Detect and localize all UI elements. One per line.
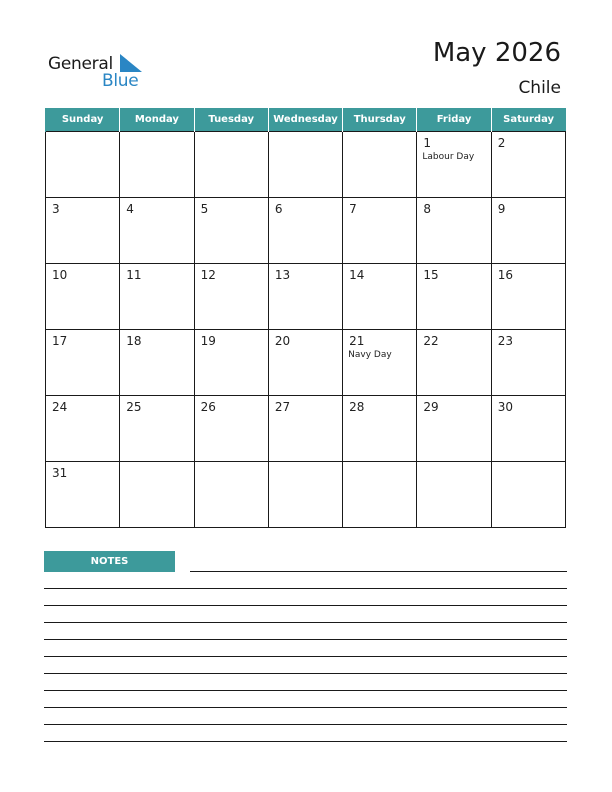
day-cell [46,264,120,330]
day-number: 19 [200,334,216,348]
day-number: 1 [423,136,432,150]
week-row [46,198,566,264]
day-cell [343,396,417,462]
notes-line [44,690,567,691]
notes-line [44,707,567,708]
day-number: 30 [497,400,513,414]
week-row [46,396,566,462]
day-cell [46,396,120,462]
day-number: 11 [126,268,142,282]
day-cell [46,198,120,264]
day-number: 15 [423,268,439,282]
day-cell [268,198,342,264]
day-number: 14 [349,268,365,282]
day-cell [491,198,565,264]
notes-header: NOTES [44,551,175,572]
day-cell [343,462,417,528]
month-year-title: May 2026 [432,38,561,68]
day-number: 26 [200,400,216,414]
general-blue-logo [48,52,148,92]
day-cell [120,264,194,330]
day-cell [268,330,342,396]
week-row [46,462,566,528]
day-cell [120,132,194,198]
day-cell [343,264,417,330]
day-cell [268,462,342,528]
day-number: 8 [423,202,432,216]
day-cell [343,330,417,396]
notes-line [44,724,567,725]
day-number: 9 [497,202,506,216]
country-label: Chile [518,78,561,98]
weekday-header: Sunday [46,108,120,132]
day-number: 7 [349,202,357,216]
day-cell [491,462,565,528]
day-cell [491,396,565,462]
day-cell [417,198,491,264]
day-cell [120,330,194,396]
day-cell [120,198,194,264]
day-cell [120,462,194,528]
day-number: 4 [126,202,134,216]
day-number: 16 [497,268,513,282]
day-number: 18 [126,334,142,348]
notes-line [44,605,567,606]
notes-line [44,656,567,657]
notes-line [190,571,567,572]
day-number: 20 [274,334,291,348]
day-cell [268,264,342,330]
day-cell [417,330,491,396]
day-number: 17 [52,334,68,348]
day-cell [417,264,491,330]
day-cell [268,396,342,462]
day-number: 27 [274,400,291,414]
weekday-header: Monday [120,108,194,132]
day-cell [417,132,491,198]
day-cell [120,396,194,462]
holiday-label: Labour Day [422,152,475,162]
week-row [46,264,566,330]
notes-line [44,673,567,674]
day-number: 12 [200,268,216,282]
day-cell [417,462,491,528]
day-number: 3 [52,202,60,216]
weekday-header: Tuesday [194,108,268,132]
day-number: 22 [423,334,439,348]
day-number: 13 [274,268,291,282]
day-cell [194,396,268,462]
week-row [46,132,566,198]
day-number: 6 [274,202,283,216]
day-cell [194,330,268,396]
day-cell [194,198,268,264]
day-cell [268,132,342,198]
logo-triangle-icon [120,54,142,72]
day-cell [194,462,268,528]
day-number: 31 [52,466,68,480]
weekday-header: Saturday [491,108,565,132]
logo-word-general: General [48,54,113,74]
week-row [46,330,566,396]
holiday-label: Navy Day [348,350,392,360]
day-cell [491,264,565,330]
weekday-header: Thursday [343,108,417,132]
day-number: 29 [423,400,439,414]
day-cell [46,330,120,396]
notes-line [44,639,567,640]
day-number: 23 [497,334,513,348]
day-number: 5 [200,202,209,216]
day-cell [417,396,491,462]
notes-line [44,741,567,742]
day-number: 28 [349,400,365,414]
day-cell [46,462,120,528]
day-cell [491,132,565,198]
day-number: 24 [52,400,68,414]
day-number: 21 [349,334,365,348]
day-cell [491,330,565,396]
weekday-header: Wednesday [268,108,342,132]
day-cell [46,132,120,198]
notes-line [44,588,567,589]
day-number: 10 [52,268,68,282]
day-cell [343,132,417,198]
weekday-header: Friday [417,108,491,132]
logo-word-blue: Blue [102,71,139,91]
calendar-grid [45,108,566,528]
weekday-header-row [46,108,566,132]
day-cell [194,264,268,330]
day-cell [194,132,268,198]
notes-line [44,622,567,623]
day-cell [343,198,417,264]
day-number: 2 [497,136,506,150]
day-number: 25 [126,400,142,414]
